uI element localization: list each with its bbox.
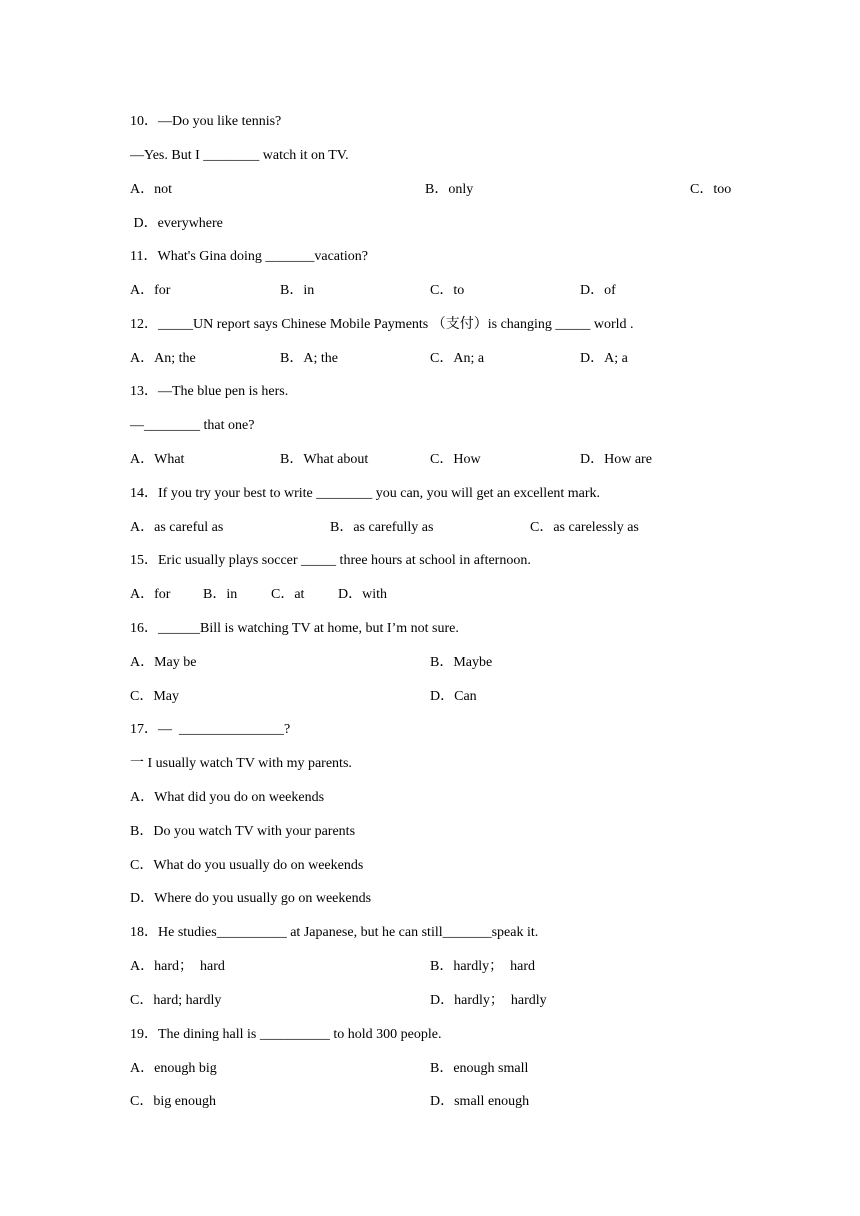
question-17-option-c: C．What do you usually do on weekends <box>130 858 364 873</box>
question-18-option-d: D．hardly； hardly <box>430 993 547 1008</box>
question-19-option-d: D．small enough <box>430 1094 530 1109</box>
question-16-option-a: A．May be <box>130 655 197 670</box>
question-15-option-b: B．in <box>203 587 238 602</box>
question-18-option-b: B．hardly； hard <box>430 959 535 974</box>
question-10-stem: 10．—Do you like tennis? <box>130 114 282 129</box>
question-17-option-a: A．What did you do on weekends <box>130 790 325 805</box>
question-17-option-b: B．Do you watch TV with your parents <box>130 824 356 839</box>
question-13-option-c: C．How <box>430 452 481 467</box>
question-11-option-a: A．for <box>130 283 171 298</box>
question-16-option-c: C．May <box>130 689 179 704</box>
question-13-option-b: B．What about <box>280 452 369 467</box>
question-12-option-c: C．An; a <box>430 351 485 366</box>
question-15-option-d: D．with <box>338 587 387 602</box>
question-11-option-c: C．to <box>430 283 465 298</box>
question-13-option-d: D．How are <box>580 452 652 467</box>
question-19-stem: 19．The dining hall is __________ to hold 300 people. <box>130 1027 442 1042</box>
question-10-option-b: B．only <box>425 182 474 197</box>
question-11-option-d: D．of <box>580 283 616 298</box>
question-12-option-a: A．An; the <box>130 351 196 366</box>
question-19-option-b: B．enough small <box>430 1061 529 1076</box>
question-13-stem: 13．—The blue pen is hers. <box>130 384 289 399</box>
question-14-option-c: C．as carelessly as <box>530 520 639 535</box>
question-17-option-d: D．Where do you usually go on weekends <box>130 891 372 906</box>
question-16-option-d: D．Can <box>430 689 477 704</box>
question-10-option-d: D．everywhere <box>130 216 223 231</box>
question-19-option-c: C．big enough <box>130 1094 216 1109</box>
question-12-option-d: D．A; a <box>580 351 628 366</box>
question-11-option-b: B．in <box>280 283 315 298</box>
question-17-reply: 一 I usually watch TV with my parents. <box>130 756 352 771</box>
question-13-option-a: A．What <box>130 452 185 467</box>
question-15-option-c: C．at <box>271 587 305 602</box>
question-15-option-a: A．for <box>130 587 171 602</box>
question-16-option-b: B．Maybe <box>430 655 493 670</box>
question-16-stem: 16．______Bill is watching TV at home, but I’m not sure. <box>130 621 459 636</box>
question-14-stem: 14．If you try your best to write ________ you can, you will get an excellent mark. <box>130 486 601 501</box>
question-17-stem: 17．— _______________? <box>130 722 291 737</box>
question-18-option-c: C．hard; hardly <box>130 993 222 1008</box>
question-12-option-b: B．A; the <box>280 351 338 366</box>
question-18-option-a: A．hard； hard <box>130 959 225 974</box>
question-10-reply: —Yes. But I ________ watch it on TV. <box>130 148 349 163</box>
question-19-option-a: A．enough big <box>130 1061 217 1076</box>
question-14-option-a: A．as careful as <box>130 520 224 535</box>
question-11-stem: 11．What's Gina doing _______vacation? <box>130 249 369 264</box>
question-10-option-c: C．too <box>690 182 732 197</box>
question-15-stem: 15．Eric usually plays soccer _____ three hours at school in afternoon. <box>130 553 531 568</box>
question-13-reply: —________ that one? <box>130 418 255 433</box>
question-18-stem: 18．He studies__________ at Japanese, but he can still_______speak it. <box>130 925 539 940</box>
question-10-option-a: A．not <box>130 182 172 197</box>
question-14-option-b: B．as carefully as <box>330 520 434 535</box>
question-12-stem: 12．_____UN report says Chinese Mobile Payments （支付）is changing _____ world . <box>130 317 634 332</box>
